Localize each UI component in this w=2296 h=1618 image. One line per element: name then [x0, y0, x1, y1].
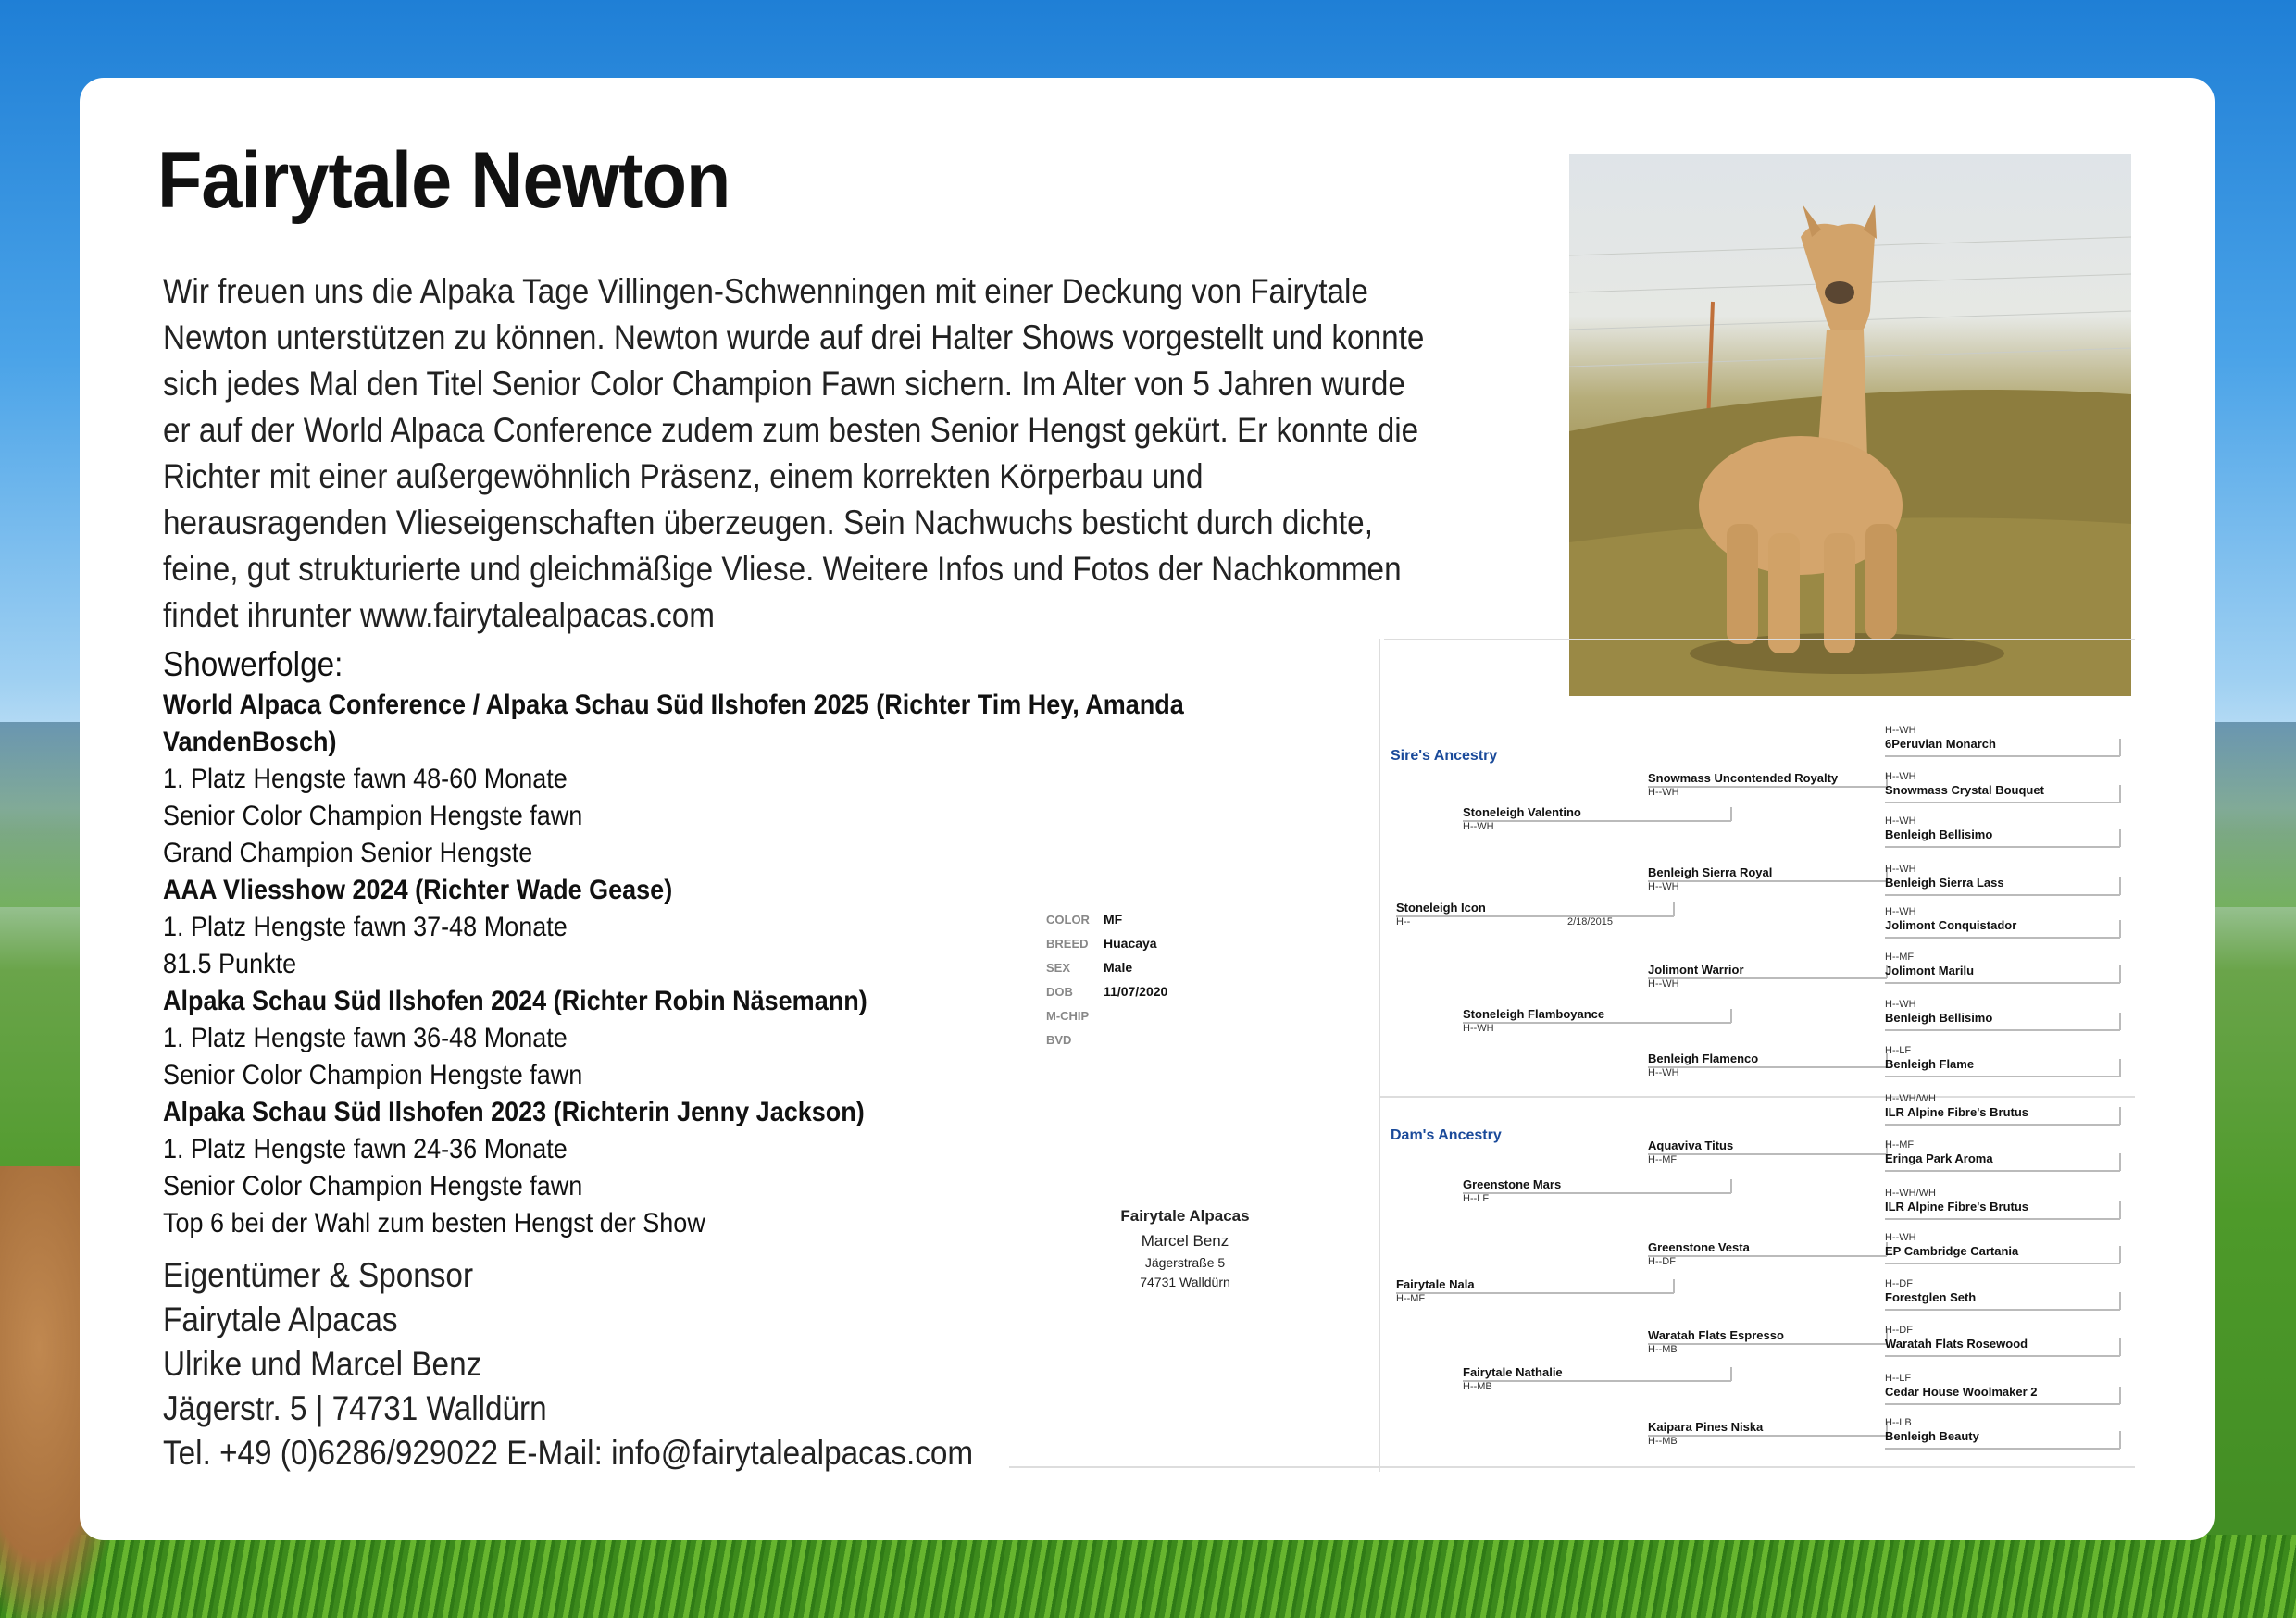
pedigree-code: H--DF [1885, 1278, 1913, 1289]
show-result: Senior Color Champion Hengste fawn [163, 1171, 583, 1201]
pedigree-name: Kaipara Pines Niska [1648, 1420, 1764, 1434]
pedigree-name: Benleigh Sierra Royal [1648, 865, 1773, 879]
pedigree-code: H--DF [1648, 1256, 1676, 1267]
ancestor-node [1885, 1324, 2028, 1351]
pedigree-code: H--WH [1648, 1067, 1679, 1078]
pedigree-code: H--MF [1885, 1139, 1915, 1151]
sire-ancestry-label: Sire's Ancestry [1391, 748, 1498, 764]
info-key: BVD [1046, 1032, 1072, 1047]
pedigree-code: H-- [1396, 916, 1411, 927]
great-grandparent-node [1648, 1420, 1763, 1448]
pedigree-code: H--MF [1396, 1293, 1426, 1304]
pedigree-code: H--DF [1885, 1325, 1913, 1336]
ancestor-node [1885, 951, 1974, 978]
info-key: COLOR [1046, 912, 1090, 927]
owner-line: Jägerstr. 5 | 74731 Walldürn [163, 1389, 547, 1427]
pedigree-code: H--LF [1885, 1373, 1912, 1384]
pedigree-name: Jolimont Conquistador [1885, 918, 2017, 932]
info-key: M-CHIP [1046, 1008, 1090, 1023]
farm-city: 74731 Walldürn [1140, 1275, 1230, 1289]
pedigree-code: H--WH [1648, 978, 1679, 989]
info-value: 11/07/2020 [1104, 984, 1168, 999]
ancestor-node [1885, 1416, 1979, 1444]
owner-line: Tel. +49 (0)6286/929022 E-Mail: info@fairytalealpacas.com [163, 1434, 974, 1472]
show-result: Senior Color Champion Hengste fawn [163, 801, 583, 831]
pedigree-code: H--LF [1463, 1193, 1490, 1204]
great-grandparent-node [1648, 1139, 1733, 1166]
pedigree-name: Forestglen Seth [1885, 1290, 1977, 1304]
show-result: 81.5 Punkte [163, 949, 297, 979]
ancestor-node [1885, 1139, 1993, 1166]
pedigree-name: Stoneleigh Flamboyance [1463, 1007, 1605, 1021]
pedigree-code: H--WH [1463, 821, 1494, 832]
ancestor-node [1885, 1277, 1976, 1305]
show-event-heading: Alpaka Schau Süd Ilshofen 2024 (Richter Robin Näsemann) [163, 986, 867, 1016]
pedigree-code: H--LB [1885, 1417, 1912, 1428]
farm-name: Fairytale Alpacas [1120, 1207, 1250, 1225]
great-grandparent-node [1648, 1240, 1750, 1268]
shows-heading: Showerfolge: [163, 645, 343, 683]
pedigree-name: Snowmass Crystal Bouquet [1885, 783, 2044, 797]
pedigree-name: Benleigh Sierra Lass [1885, 876, 2004, 890]
pedigree-name: Benleigh Bellisimo [1885, 828, 1993, 841]
great-grandparent-node [1648, 1052, 1758, 1079]
ancestor-node [1885, 998, 1992, 1026]
dam-ancestry-label: Dam's Ancestry [1391, 1127, 1502, 1143]
show-event-heading: AAA Vliesshow 2024 (Richter Wade Gease) [163, 875, 673, 905]
pedigree-code: H--WH [1885, 725, 1916, 736]
great-grandparent-node [1648, 771, 1838, 799]
info-key: SEX [1046, 960, 1071, 975]
pedigree-name: Eringa Park Aroma [1885, 1151, 1993, 1165]
pedigree-code: H--WH [1648, 787, 1679, 798]
owner-line: Eigentümer & Sponsor [163, 1256, 474, 1294]
pedigree-name: Stoneleigh Valentino [1463, 805, 1581, 819]
pedigree-code: H--MB [1648, 1344, 1678, 1355]
grandparent-node [1463, 1007, 1604, 1035]
alpaca-photo [1569, 154, 2131, 696]
pedigree-code: H--MB [1648, 1436, 1678, 1447]
pedigree-code: H--WH/WH [1885, 1093, 1936, 1104]
pedigree-code: H--WH [1885, 1232, 1916, 1243]
pedigree-name: ILR Alpine Fibre's Brutus [1885, 1200, 2029, 1214]
pedigree-code: H--MF [1885, 952, 1915, 963]
ancestor-node [1885, 1187, 2028, 1214]
pedigree-name: Snowmass Uncontended Royalty [1648, 771, 1839, 785]
ancestor-node [1885, 863, 2004, 890]
farm-street: Jägerstraße 5 [1144, 1255, 1226, 1270]
pedigree-name: Benleigh Flame [1885, 1057, 1975, 1071]
pedigree-name: Greenstone Mars [1463, 1177, 1562, 1191]
pedigree-code: H--WH [1885, 864, 1916, 875]
farm-person: Marcel Benz [1141, 1232, 1229, 1250]
pedigree-name: Fairytale Nathalie [1463, 1365, 1563, 1379]
background-grass [0, 1535, 2296, 1618]
ancestor-node [1885, 1231, 2018, 1259]
pedigree-date: 2/18/2015 [1567, 916, 1613, 927]
pedigree-name: Waratah Flats Rosewood [1885, 1337, 2028, 1350]
info-key: DOB [1046, 984, 1073, 999]
show-result: Grand Champion Senior Hengste [163, 838, 533, 868]
pedigree-code: H--WH [1463, 1023, 1494, 1034]
pedigree-code: H--WH [1648, 881, 1679, 892]
pedigree-code: H--MF [1648, 1154, 1678, 1165]
owner-line: Ulrike und Marcel Benz [163, 1345, 482, 1383]
show-result: 1. Platz Hengste fawn 36-48 Monate [163, 1023, 568, 1053]
show-result: Senior Color Champion Hengste fawn [163, 1060, 583, 1090]
pedigree-name: Greenstone Vesta [1648, 1240, 1750, 1254]
ancestor-node [1885, 815, 1992, 842]
pedigree-code: H--WH/WH [1885, 1188, 1936, 1199]
pedigree-code: H--WH [1885, 771, 1916, 782]
dam-node [1396, 1277, 1475, 1305]
info-value: MF [1104, 912, 1123, 927]
pedigree-name: Stoneleigh Icon [1396, 901, 1486, 915]
show-result: 1. Platz Hengste fawn 37-48 Monate [163, 912, 568, 942]
info-value: Huacaya [1104, 936, 1157, 951]
intro-text: Wir freuen uns die Alpaka Tage Villingen-Schwenningen mit einer Deckung von Fairytale Newton unterstützen zu können. Newton wurde auf drei Halter Shows vorgestellt und konnte sich jedes Mal den Titel Senior Color Champion Fawn sichern. Im Alter von 5 Jahren wurde er auf der World Alpaca Conference zudem zum besten Senior Hengst gekürt. Er konnte die Richter mit einer außergewöhnlich Präsenz, einem korrekten Körperbau und herausragenden Vlieseigenschaften überzeugen. Sein Nachwuchs besticht durch dichte, feine, gut strukturierte und gleichmäßige Vliese. Weitere Infos und Fotos der Nachkommen findet ihrunter www.fairytalealpacas.com [163, 272, 1425, 634]
ancestor-node [1885, 1092, 2028, 1120]
pedigree-name: ILR Alpine Fibre's Brutus [1885, 1105, 2029, 1119]
ancestor-node [1885, 1044, 1974, 1072]
pedigree-code: H--WH [1885, 815, 1916, 827]
grandparent-node [1463, 805, 1581, 833]
pedigree-name: Jolimont Marilu [1885, 964, 1975, 977]
ancestor-node [1885, 1372, 2037, 1400]
pedigree-name: Jolimont Warrior [1648, 963, 1744, 977]
sire-node [1396, 901, 1613, 928]
pedigree-name: Waratah Flats Espresso [1648, 1328, 1784, 1342]
page-title: Fairytale Newton [157, 136, 730, 225]
show-result: 1. Platz Hengste fawn 48-60 Monate [163, 764, 568, 794]
show-event-heading: Alpaka Schau Süd Ilshofen 2023 (Richterin Jenny Jackson) [163, 1097, 865, 1127]
show-result: Top 6 bei der Wahl zum besten Hengst der Show [163, 1208, 705, 1238]
pedigree-code: H--WH [1885, 999, 1916, 1010]
pedigree-name: Fairytale Nala [1396, 1277, 1475, 1291]
ancestor-node [1885, 905, 2016, 933]
pedigree-name: Aquaviva Titus [1648, 1139, 1734, 1152]
info-key: BREED [1046, 936, 1089, 951]
grandparent-node [1463, 1365, 1563, 1393]
ancestor-node [1885, 770, 2044, 798]
great-grandparent-node [1648, 1328, 1784, 1356]
show-event-heading: World Alpaca Conference / Alpaka Schau Süd Ilshofen 2025 (Richter Tim Hey, Amanda VandenBosch) [163, 690, 1184, 757]
alpaca-illustration [1569, 154, 2131, 696]
great-grandparent-node [1648, 865, 1772, 893]
pedigree-chart [1009, 639, 2135, 1472]
owner-line: Fairytale Alpacas [163, 1301, 398, 1338]
grandparent-node [1463, 1177, 1561, 1205]
pedigree-name: EP Cambridge Cartania [1885, 1244, 2019, 1258]
pedigree-name: 6Peruvian Monarch [1885, 737, 1996, 751]
pedigree-name: Benleigh Flamenco [1648, 1052, 1759, 1065]
pedigree-name: Benleigh Bellisimo [1885, 1011, 1993, 1025]
great-grandparent-node [1648, 963, 1744, 990]
show-result: 1. Platz Hengste fawn 24-36 Monate [163, 1134, 568, 1164]
pedigree-code: H--WH [1885, 906, 1916, 917]
pedigree-code: H--MB [1463, 1381, 1492, 1392]
pedigree-name: Cedar House Woolmaker 2 [1885, 1385, 2038, 1399]
owner-block [163, 1253, 973, 1475]
info-value: Male [1104, 960, 1133, 975]
pedigree-code: H--LF [1885, 1045, 1912, 1056]
ancestor-node [1885, 724, 1996, 752]
pedigree-name: Benleigh Beauty [1885, 1429, 1979, 1443]
